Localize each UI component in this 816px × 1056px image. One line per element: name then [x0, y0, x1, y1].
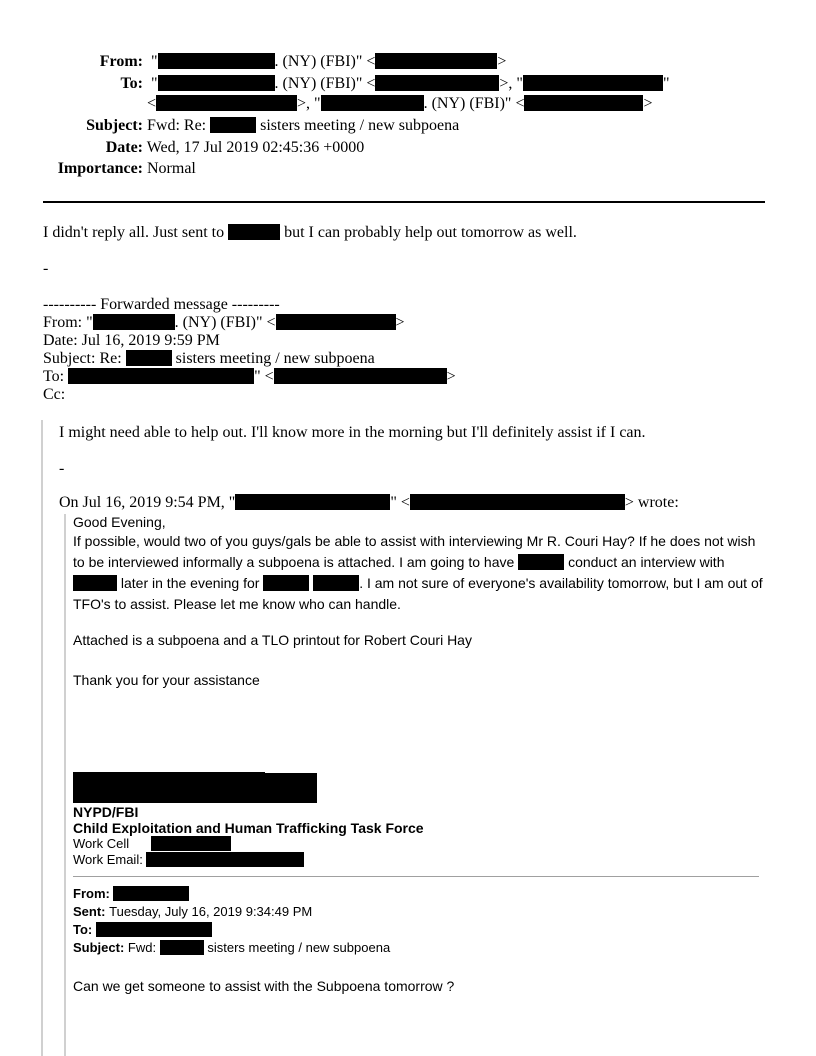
signature-cell: Work Cell [73, 836, 231, 851]
earlier-subject: Subject: Fwd: sisters meeting / new subpoena [73, 940, 391, 955]
redaction-block [156, 95, 297, 111]
header-to-label: To: [120, 75, 143, 92]
earlier-body: Can we get someone to assist with the Subpoena tomorrow ? [73, 978, 455, 994]
on-wrote-line: On Jul 16, 2019 9:54 PM, " " < > wrote: [59, 494, 679, 511]
header-to-row: To: " . (NY) (FBI)" < >, " " [0, 75, 670, 93]
thanks-line: Thank you for your assistance [73, 672, 260, 688]
attached-line: Attached is a subpoena and a TLO printout for Robert Couri Hay [73, 632, 472, 648]
redaction-block [228, 224, 280, 240]
message-separator [73, 876, 759, 877]
redaction-block [210, 117, 256, 133]
redaction-block [146, 852, 304, 867]
header-importance-row [0, 160, 196, 178]
earlier-sent: Sent: Tuesday, July 16, 2019 9:34:49 PM [73, 904, 313, 919]
redaction-block [235, 494, 390, 510]
header-date-label: Date: [105, 139, 143, 156]
signature-name-redaction [73, 773, 317, 803]
dash-line: - [59, 460, 65, 477]
signature-email: Work Email: [73, 852, 304, 867]
redaction-block [276, 314, 396, 330]
redaction-block [313, 575, 359, 591]
header-from-row: From: " . (NY) (FBI)" < > [0, 53, 506, 71]
dash-line: - [43, 260, 49, 277]
redaction-block [321, 95, 424, 111]
signature-unit: Child Exploitation and Human Trafficking Task Force [73, 820, 424, 836]
forwarded-banner: ---------- Forwarded message --------- [43, 296, 280, 313]
reply-text: I might need able to help out. I'll know more in the morning but I'll definitely assist if I can. [59, 424, 646, 441]
quote-bar [41, 420, 43, 1056]
redaction-block [151, 836, 231, 851]
redaction-block [524, 95, 643, 111]
quote-bar [64, 514, 66, 1056]
redaction-block [375, 53, 497, 69]
reply-line: I didn't reply all. Just sent to but I can probably help out tomorrow as well. [43, 224, 577, 241]
redaction-block [274, 368, 447, 384]
redaction-block [410, 494, 625, 510]
header-from-suffix: . (NY) (FBI)" < [274, 53, 376, 70]
header-importance-label: Importance: [57, 160, 143, 177]
body-paragraph: If possible, would two of you guys/gals be able to assist with interviewing Mr R. Couri Hay? If he does not wish to be interviewed informally a subpoena is attached. I am going to have conduct an interview with later in the evening for . I am not sure of everyone's availability tomorrow, but I am out of TFO's to assist. Please let me know who can handle. [73, 533, 763, 612]
redaction-block [263, 575, 309, 591]
redaction-block [73, 575, 117, 591]
earlier-from: From: [73, 886, 189, 901]
header-from-label: From: [99, 53, 143, 70]
redaction-block [375, 75, 499, 91]
forwarded-subject: Subject: Re: sisters meeting / new subpoena [43, 350, 375, 367]
header-date-row [0, 139, 364, 157]
header-to-row-2: < >, " . (NY) (FBI)" < > [147, 95, 653, 112]
forwarded-from: From: " . (NY) (FBI)" < > [43, 314, 405, 331]
header-subject-label: Subject: [86, 117, 143, 134]
earlier-to: To: [73, 922, 212, 937]
header-date-value: Wed, 17 Jul 2019 02:45:36 +0000 [146, 139, 365, 156]
header-to-suffix: . (NY) (FBI)" < [274, 75, 376, 92]
forwarded-to: To: " < > [43, 368, 456, 385]
header-divider [43, 201, 765, 203]
header-importance-value: Normal [147, 160, 196, 177]
signature-org: NYPD/FBI [73, 804, 139, 820]
forwarded-date: Date: Jul 16, 2019 9:59 PM [43, 332, 220, 349]
redaction-block [96, 922, 212, 937]
redaction-block [523, 75, 663, 91]
redaction-block [518, 554, 564, 570]
header-subject-value: sisters meeting / new subpoena [260, 117, 460, 134]
redaction-block [126, 350, 172, 366]
forwarded-cc: Cc: [43, 386, 66, 403]
redaction-block [113, 886, 189, 901]
header-subject-row: Subject: Fwd: Re: sisters meeting / new subpoena [0, 117, 459, 135]
redaction-block [160, 940, 204, 955]
redaction-block [68, 368, 254, 384]
greeting: Good Evening, [73, 514, 166, 530]
redaction-block [93, 314, 175, 330]
redaction-block [158, 75, 275, 91]
redaction-block [158, 53, 275, 69]
redaction-block [73, 773, 317, 803]
